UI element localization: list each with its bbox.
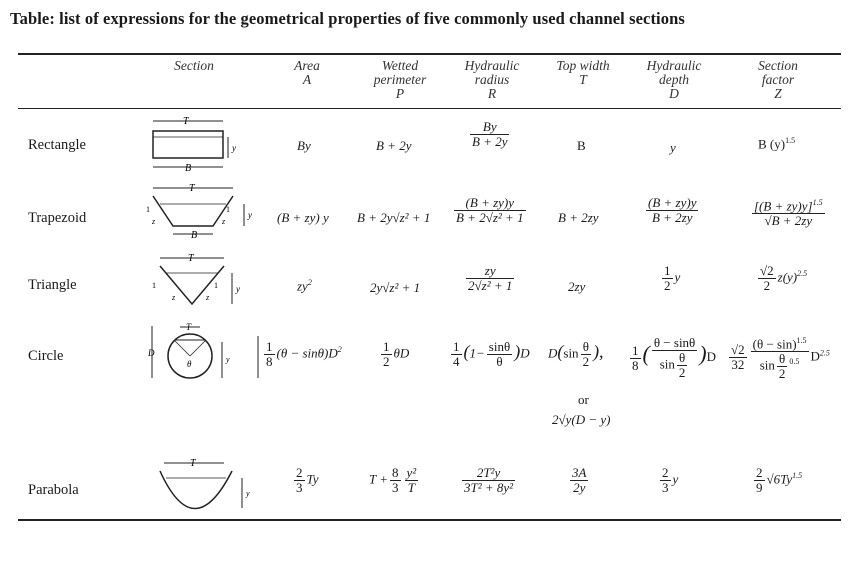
circ-factor-num-exp: 1.5 bbox=[796, 336, 807, 345]
parabola-sketch bbox=[156, 456, 260, 512]
circ-radius-coef-num: 1 bbox=[453, 339, 460, 354]
header-depth-line3: D bbox=[669, 86, 679, 101]
rect-depth: y bbox=[670, 140, 676, 155]
trap-label-y: y bbox=[248, 210, 252, 220]
rect-perimeter: B + 2y bbox=[376, 138, 412, 153]
circ-factor-den-exp: 0.5 bbox=[789, 357, 800, 367]
para-depth-coef-den: 3 bbox=[662, 480, 669, 495]
header-depth-line2: depth bbox=[659, 72, 689, 87]
para-perimeter bbox=[369, 466, 420, 495]
tri-factor-expr: z(y) bbox=[777, 269, 798, 285]
rect-radius bbox=[468, 120, 511, 149]
circ-area-coef-den: 8 bbox=[266, 354, 273, 369]
trap-radius-den: B + 2√z² + 1 bbox=[456, 210, 524, 225]
tri-perimeter: 2y√z² + 1 bbox=[370, 280, 421, 295]
circ-tw-num: θ bbox=[581, 340, 592, 355]
tri-depth bbox=[660, 264, 680, 293]
circ-depth-num: θ − sinθ bbox=[653, 335, 696, 350]
tri-depth-coef-num: 1 bbox=[664, 263, 671, 278]
circ-factor bbox=[727, 334, 830, 381]
trap-factor-num-exp: 1.5 bbox=[812, 198, 823, 207]
header-radius-line1: Hydraulic bbox=[464, 58, 520, 73]
header-area bbox=[287, 59, 327, 87]
rect-label-b: B bbox=[185, 163, 192, 174]
trap-topwidth: B + 2zy bbox=[558, 210, 599, 225]
circ-factor-suffix-exp: 2.5 bbox=[819, 348, 830, 358]
circ-factor-num: $(\theta - \sin)^{1.5}$ bbox=[752, 336, 807, 352]
tri-label-y: y bbox=[236, 284, 240, 294]
tri-factor-coef-num: √2 bbox=[760, 263, 774, 278]
header-wetted-line1: Wetted bbox=[381, 58, 419, 73]
para-area-coef-num: 2 bbox=[296, 465, 303, 480]
circ-topwidth-or: or bbox=[578, 392, 589, 407]
para-label-y: y bbox=[246, 489, 250, 498]
para-perim-coef-den: 3 bbox=[392, 480, 399, 495]
circ-perimeter bbox=[379, 340, 409, 369]
trap-depth-num: (B + zy)y bbox=[648, 195, 697, 210]
tri-label-1-left: 1 bbox=[152, 281, 156, 290]
tri-label-z-left: z bbox=[172, 293, 176, 302]
header-factor-line2: factor bbox=[761, 72, 795, 87]
circ-radius-suffix: D bbox=[520, 345, 530, 361]
rect-radius-num: By bbox=[470, 120, 509, 135]
circ-depth-den-sin: sin bbox=[659, 356, 675, 372]
circ-perim-coef-num: 1 bbox=[383, 339, 390, 354]
rect-label-t: T bbox=[183, 116, 189, 127]
para-depth-var: y bbox=[672, 471, 679, 487]
circle-sketch bbox=[146, 320, 266, 384]
header-depth bbox=[638, 59, 710, 101]
tri-label-t: T bbox=[188, 253, 194, 264]
circ-label-theta: θ bbox=[187, 359, 192, 369]
header-radius-line2: radius bbox=[474, 72, 510, 87]
para-label-t: T bbox=[190, 458, 196, 469]
circ-radius-prefix: 1− bbox=[469, 345, 485, 361]
row-label-parabola: Parabola bbox=[28, 482, 79, 498]
tri-depth-coef-den: 2 bbox=[664, 278, 671, 293]
tri-topwidth: 2zy bbox=[568, 279, 586, 294]
header-wetted-line3: P bbox=[395, 86, 405, 101]
tri-radius bbox=[464, 264, 516, 293]
circ-area-exp: 2 bbox=[337, 345, 342, 355]
header-factor-line3: Z bbox=[774, 86, 782, 101]
tri-label-1-right: 1 bbox=[214, 281, 218, 290]
circ-tw-sin: sin bbox=[563, 345, 579, 361]
trap-label-1-right: 1 bbox=[226, 205, 230, 214]
circ-factor-den-num: θ bbox=[777, 352, 788, 367]
circ-perim-coef-den: 2 bbox=[383, 354, 390, 369]
circ-depth-suffix: D bbox=[706, 348, 717, 364]
trap-depth-den: B + 2zy bbox=[651, 210, 693, 225]
trap-perimeter: B + 2y√z² + 1 bbox=[357, 210, 431, 225]
header-topwidth-line1: Top width bbox=[556, 58, 610, 73]
rect-radius-den: B + 2y bbox=[472, 134, 508, 149]
circ-radius: $\frac{1}{4}$ (1− $\frac{\sin\theta}{\theta}$ )D bbox=[453, 339, 530, 369]
trap-factor bbox=[750, 196, 827, 228]
rect-factor-exp: 1.5 bbox=[785, 136, 796, 145]
bottom-rule bbox=[18, 519, 841, 521]
para-factor-coef-num: 2 bbox=[756, 465, 763, 480]
para-area-coef-den: 3 bbox=[296, 480, 303, 495]
header-section bbox=[168, 59, 220, 73]
trap-factor-den: √B + 2zy bbox=[764, 213, 813, 229]
circ-perim-expr: θD bbox=[393, 345, 410, 361]
circ-radius-inner-den: θ bbox=[496, 354, 503, 369]
header-rule bbox=[18, 108, 841, 109]
para-tw-den: 2y bbox=[573, 480, 586, 495]
header-depth-line1: Hydraulic bbox=[646, 58, 702, 73]
triangle-sketch bbox=[150, 252, 250, 308]
circ-label-y: y bbox=[226, 355, 230, 364]
rect-factor-expr: B (y) bbox=[758, 136, 786, 152]
para-factor-expr: √6Ty bbox=[766, 471, 793, 487]
circ-depth-den-num: θ bbox=[677, 351, 688, 366]
circ-area-coef-num: 1 bbox=[266, 339, 273, 354]
header-factor bbox=[748, 59, 808, 101]
circ-depth-den-den: 2 bbox=[678, 365, 686, 380]
trap-factor-num: $[(B + zy)y]^{1.5}$ bbox=[754, 198, 823, 214]
circ-depth-coef-num: 1 bbox=[632, 342, 639, 358]
circ-factor-coef-den: 32 bbox=[731, 357, 745, 373]
table-title: Table: list of expressions for the geometrical properties of five commonly used channel sections bbox=[10, 9, 685, 28]
circ-radius-coef-den: 4 bbox=[453, 354, 460, 369]
row-label-triangle: Triangle bbox=[28, 277, 77, 293]
para-perim-coef-num: 8 bbox=[392, 465, 399, 480]
para-topwidth bbox=[568, 466, 590, 495]
header-radius-line3: R bbox=[487, 86, 497, 101]
trap-radius bbox=[452, 196, 528, 225]
tri-label-z-right: z bbox=[206, 293, 210, 302]
tri-factor-exp: 2.5 bbox=[797, 269, 808, 279]
rectangle-sketch-svg bbox=[148, 114, 244, 174]
circ-factor-den-den: 2 bbox=[778, 366, 786, 382]
tri-depth-var: y bbox=[674, 269, 681, 285]
header-wetted-line2: perimeter bbox=[373, 72, 427, 87]
para-factor-coef-den: 9 bbox=[756, 480, 763, 495]
rectangle-sketch bbox=[148, 114, 244, 174]
trap-label-b: B bbox=[191, 230, 198, 241]
row-label-circle: Circle bbox=[28, 348, 64, 364]
circ-factor-coef-num: √2 bbox=[731, 342, 745, 358]
row-label-trapezoid: Trapezoid bbox=[28, 210, 87, 226]
circ-radius-inner-num: sinθ bbox=[488, 339, 511, 354]
para-radius-num: 2T²y bbox=[462, 466, 515, 481]
header-topwidth-line2: T bbox=[579, 72, 587, 87]
trap-radius-num: (B + zy)y bbox=[454, 196, 526, 211]
rect-area: By bbox=[297, 138, 311, 153]
circ-depth-coef-den: 8 bbox=[632, 357, 639, 373]
top-rule bbox=[18, 53, 841, 55]
circ-topwidth: D(sin $\frac{\theta}{2}$ ), bbox=[548, 339, 604, 369]
circ-factor-den-sin: sin bbox=[759, 357, 775, 373]
header-area-line2: A bbox=[302, 72, 312, 87]
circ-factor-suffix: D bbox=[810, 348, 820, 364]
header-area-line1: Area bbox=[294, 58, 320, 73]
tri-factor bbox=[756, 264, 807, 293]
para-tw-num: 3A bbox=[572, 465, 587, 480]
tri-area-exp: 2 bbox=[307, 278, 312, 287]
circ-area bbox=[262, 340, 342, 369]
header-radius bbox=[454, 59, 530, 101]
para-factor-exp: 1.5 bbox=[792, 471, 803, 481]
tri-area: $zy^2$ bbox=[297, 278, 312, 294]
header-factor-line1: Section bbox=[758, 58, 798, 73]
trap-label-1-left: 1 bbox=[146, 205, 150, 214]
circ-tw-den: 2 bbox=[582, 354, 590, 369]
header-section-label: Section bbox=[174, 58, 214, 73]
circle-sketch-svg bbox=[146, 320, 266, 384]
circ-label-t: T bbox=[186, 322, 192, 332]
para-radius-den: 3T² + 8y² bbox=[464, 480, 514, 495]
para-radius bbox=[460, 466, 517, 495]
para-perim-den: T bbox=[407, 480, 415, 495]
circ-area-expr: (θ − sinθ)D bbox=[276, 345, 338, 361]
trap-depth bbox=[644, 196, 700, 225]
circ-tw-prefix: D bbox=[548, 345, 558, 361]
rect-topwidth: B bbox=[577, 138, 586, 153]
rect-label-y: y bbox=[232, 143, 236, 153]
parabola-sketch-svg bbox=[156, 456, 260, 512]
trap-area: (B + zy) y bbox=[277, 210, 329, 225]
header-wetted bbox=[365, 59, 435, 101]
row-label-rectangle: Rectangle bbox=[28, 137, 86, 153]
para-depth bbox=[658, 466, 678, 495]
trap-label-t: T bbox=[189, 183, 195, 194]
trap-label-z-left: z bbox=[152, 217, 156, 226]
para-area bbox=[292, 466, 319, 495]
tri-radius-num: zy bbox=[466, 264, 514, 279]
circ-label-d: D bbox=[148, 348, 155, 358]
para-area-expr: Ty bbox=[306, 471, 319, 487]
trapezoid-sketch-svg bbox=[136, 182, 256, 242]
para-perim-prefix: T + bbox=[369, 471, 389, 487]
rect-factor bbox=[758, 136, 795, 152]
circ-depth: $\frac{1}{8}$ ( θ − sinθ sin $\frac{\theta}{2}$ )D bbox=[632, 335, 717, 380]
para-factor bbox=[752, 466, 802, 495]
triangle-sketch-svg bbox=[150, 252, 250, 308]
tri-factor-coef-den: 2 bbox=[763, 278, 771, 293]
trapezoid-sketch bbox=[136, 182, 256, 242]
para-perim-num: y² bbox=[406, 465, 417, 480]
circ-topwidth-alt: 2√y(D − y) bbox=[552, 412, 611, 427]
tri-radius-den: 2√z² + 1 bbox=[468, 278, 513, 293]
header-topwidth bbox=[548, 59, 618, 87]
para-depth-coef-num: 2 bbox=[662, 465, 669, 480]
trap-label-z-right: z bbox=[222, 217, 226, 226]
